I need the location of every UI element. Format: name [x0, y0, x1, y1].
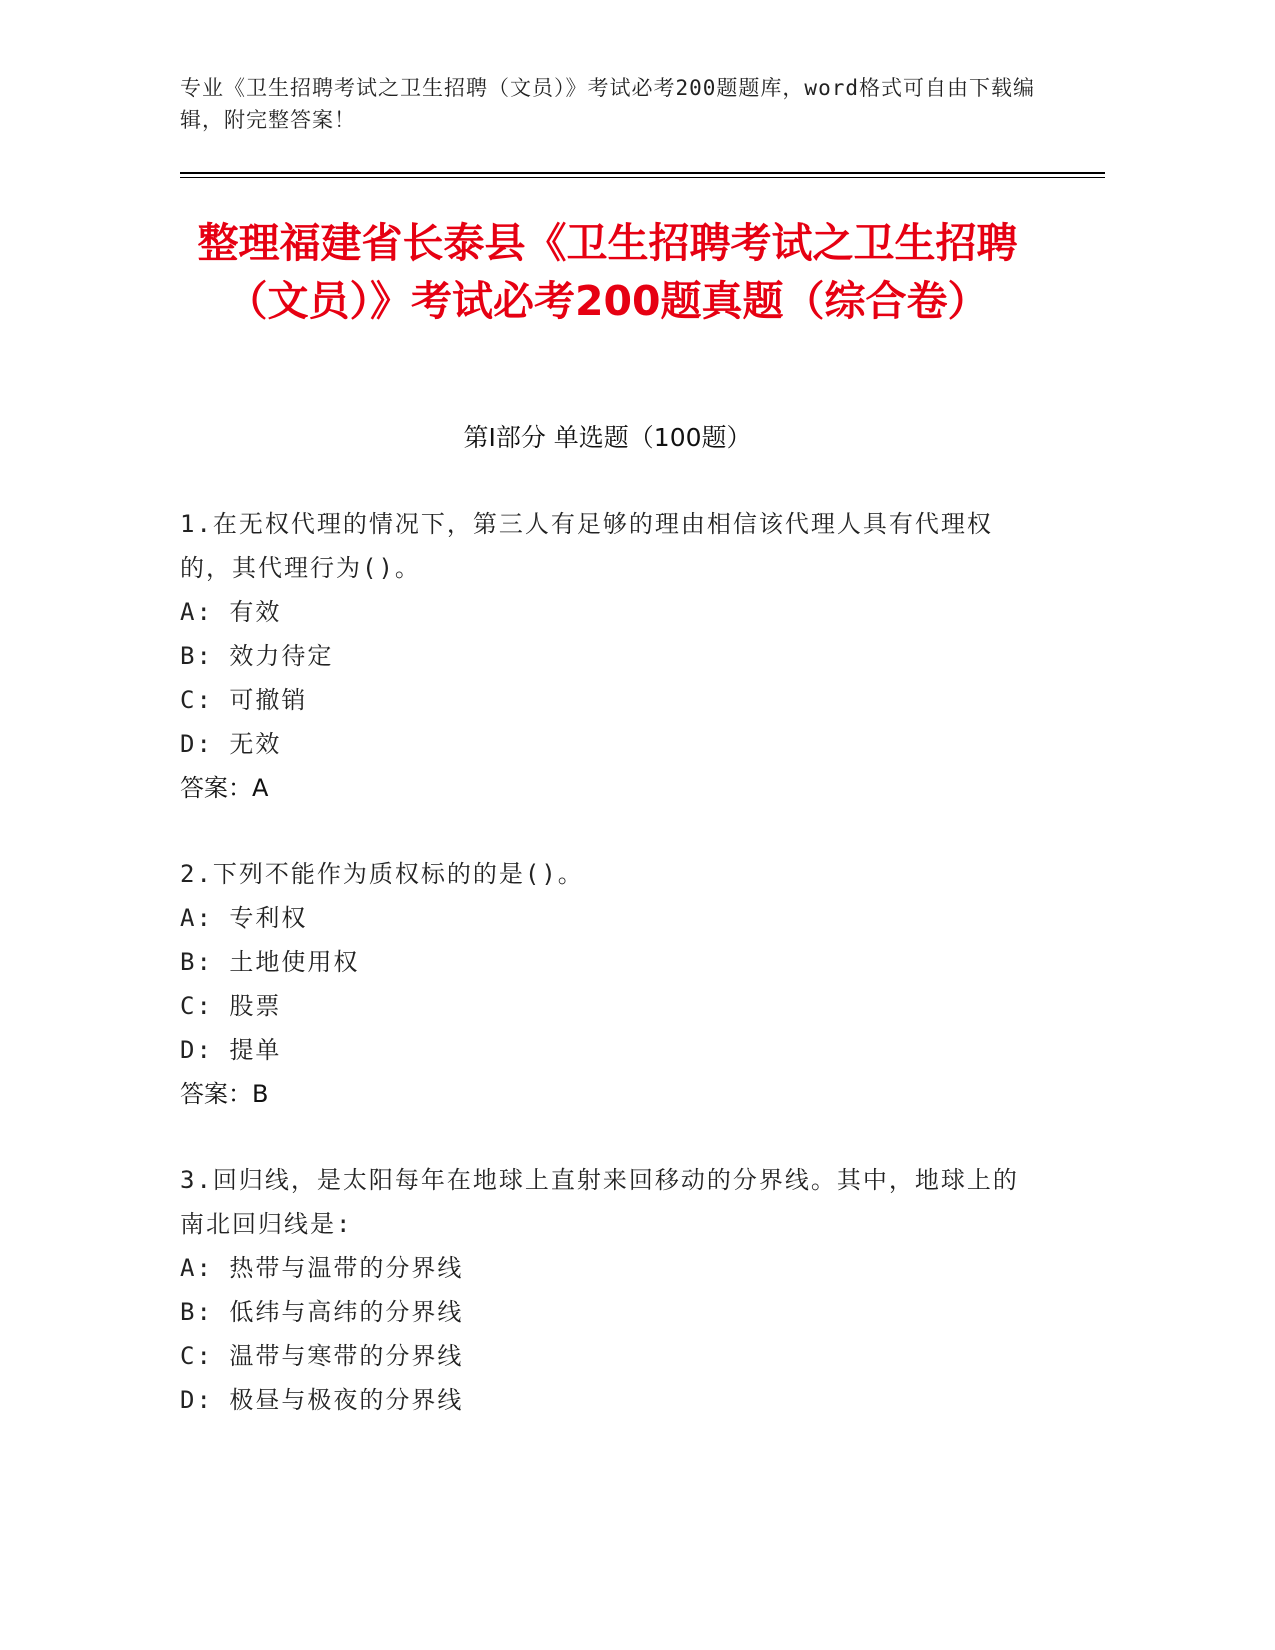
header-divider-thick	[180, 172, 1105, 174]
option-b: B: 土地使用权	[180, 948, 360, 976]
header-note: 专业《卫生招聘考试之卫生招聘（文员）》考试必考200题题库，word格式可自由下载编辑，附完整答案！	[180, 76, 1035, 132]
question-3	[180, 1158, 1030, 1422]
answer-line: 答案：B	[180, 1080, 269, 1108]
option-c: C: 可撤销	[180, 686, 308, 714]
option-a: A: 有效	[180, 598, 282, 626]
option-a: A: 热带与温带的分界线	[180, 1254, 464, 1282]
question-stem: 3.回归线，是太阳每年在地球上直射来回移动的分界线。其中，地球上的南北回归线是:	[180, 1166, 1019, 1238]
option-d: D: 无效	[180, 730, 282, 758]
answer-line: 答案：A	[180, 774, 269, 802]
question-2	[180, 852, 1030, 1116]
option-b: B: 低纬与高纬的分界线	[180, 1298, 464, 1326]
header-divider-thin	[180, 177, 1105, 178]
question-1	[180, 502, 1030, 810]
question-list	[180, 502, 1030, 1464]
option-d: D: 极昼与极夜的分界线	[180, 1386, 464, 1414]
option-a: A: 专利权	[180, 904, 308, 932]
option-b: B: 效力待定	[180, 642, 334, 670]
section-title: 第I部分 单选题（100题）	[463, 423, 752, 452]
option-c: C: 股票	[180, 992, 282, 1020]
question-stem: 1.在无权代理的情况下，第三人有足够的理由相信该代理人具有代理权的，其代理行为()。	[180, 510, 993, 582]
option-c: C: 温带与寒带的分界线	[180, 1342, 464, 1370]
option-d: D: 提单	[180, 1036, 282, 1064]
question-stem: 2.下列不能作为质权标的的是()。	[180, 860, 584, 888]
document-title: 整理福建省长泰县《卫生招聘考试之卫生招聘（文员）》考试必考200题真题（综合卷）	[197, 219, 1018, 325]
